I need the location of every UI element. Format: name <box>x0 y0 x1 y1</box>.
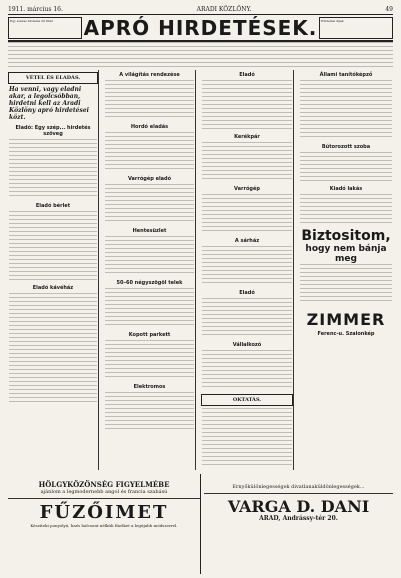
ad-heading: Bútorozott szoba <box>321 144 371 150</box>
ad-text-lines <box>9 139 97 199</box>
ad-heading: Eladó bérlet <box>35 203 71 209</box>
ad-heading: Vállalkozó <box>232 342 262 348</box>
ad-text-lines <box>300 194 392 224</box>
ad-brand: ZIMMER <box>306 310 386 329</box>
column-4 <box>299 70 393 470</box>
ad-heading: 50–60 négyszögöl telek <box>116 280 183 286</box>
ad-heading: A világítás rendezése <box>119 72 180 78</box>
ad-text-lines <box>202 142 292 182</box>
intro-text-lines <box>8 42 393 68</box>
ad-heading: Eladó: Egy szép... hirdetés szöveg <box>15 125 91 137</box>
ad-text-lines <box>105 392 194 432</box>
footer-left-sub: ajánlom a legmodernebb angol és francia szabású <box>40 489 168 495</box>
ad-text-lines <box>105 184 194 224</box>
ad-heading: Állami tanítóképző <box>319 72 373 78</box>
column-3 <box>201 70 294 470</box>
ad-text-lines <box>300 264 392 304</box>
ad-text-lines <box>105 340 194 380</box>
column-2 <box>104 70 196 470</box>
ad-text-lines <box>202 80 292 130</box>
ad-heading: A sárház <box>234 238 260 244</box>
footer-right-address: ARAD, Andrássy-tér 20. <box>259 515 338 522</box>
banner-right-box: Hirdetési díjak <box>319 17 393 39</box>
ad-text-lines <box>105 288 194 328</box>
ad-heading: Kopott parkett <box>128 332 171 338</box>
ad-heading: Eladó kávéház <box>32 285 74 291</box>
ad-text-lines <box>202 246 292 286</box>
ad-text-lines <box>202 298 292 338</box>
ad-text-lines <box>105 132 194 172</box>
ad-heading: Varrógép <box>234 186 260 192</box>
ad-heading: Eladó <box>239 290 255 296</box>
ad-text-lines <box>202 408 292 468</box>
ad-heading: Elektromos <box>133 384 166 390</box>
ad-heading: Kerékpár <box>234 134 260 140</box>
header-page-number: 49 <box>385 6 393 13</box>
lead-text: Ha venni, vagy eladni akar, a legolcsóbban, hirdetni kell az Aradi Közlöny apró hirdetései közt. <box>9 86 89 121</box>
column-1 <box>8 70 99 470</box>
ad-address: Ferenc-u. Szalonkép <box>317 331 375 337</box>
footer-left-tail: Késziteki ponyolyá, haés halcsont nélküli fűzőket a legújabb módszerrel. <box>30 523 178 528</box>
ad-text-lines <box>300 80 392 140</box>
section-heading: VÉTEL ÉS ELADÁS. <box>8 72 98 84</box>
ad-text-lines <box>202 194 292 234</box>
ad-subheadline: hogy nem bánja meg <box>305 244 387 264</box>
ad-text-lines <box>105 236 194 276</box>
footer-left-big: FŰZŐIMET <box>39 502 169 523</box>
ad-text-lines <box>300 152 392 182</box>
ad-text-lines <box>202 350 292 390</box>
header-paper-title: ARADI KÖZLÖNY. <box>196 6 252 13</box>
footer-ad-left <box>8 474 201 574</box>
footer-left-heading: HÖLGYKÖZÖNSÉG FIGYELMÉBE <box>38 480 170 489</box>
ad-text-lines <box>9 293 97 403</box>
ad-text-lines <box>105 80 194 120</box>
ad-heading: Eladó <box>239 72 255 78</box>
ad-heading: Kiadó lakás <box>329 186 363 192</box>
footer-right-big: VARGA D. DANI <box>227 497 370 516</box>
header-date: 1911. március 16. <box>8 6 63 13</box>
page-header <box>8 6 393 15</box>
banner-title: APRÓ HIRDETÉSEK. <box>83 16 318 40</box>
intro-paragraph <box>8 42 393 68</box>
ads-banner <box>8 16 393 42</box>
footer-ad-right <box>204 474 393 574</box>
divider <box>204 493 393 494</box>
ad-heading: Hordó eladás <box>130 124 169 130</box>
ad-headline: Biztositom, <box>301 228 391 244</box>
ad-heading: Varrógép eladó <box>127 176 172 182</box>
divider <box>8 498 200 499</box>
ad-text-lines <box>9 211 97 281</box>
ad-heading: Hentesüzlet <box>132 228 167 234</box>
banner-left-box: Egy szavas hirdetés 20 fillér <box>8 17 82 39</box>
footer-right-heading: Ernyőkülönlegességek divatlanaküldönlegességek... <box>232 484 365 490</box>
section-heading: OKTATÁS. <box>201 394 293 406</box>
